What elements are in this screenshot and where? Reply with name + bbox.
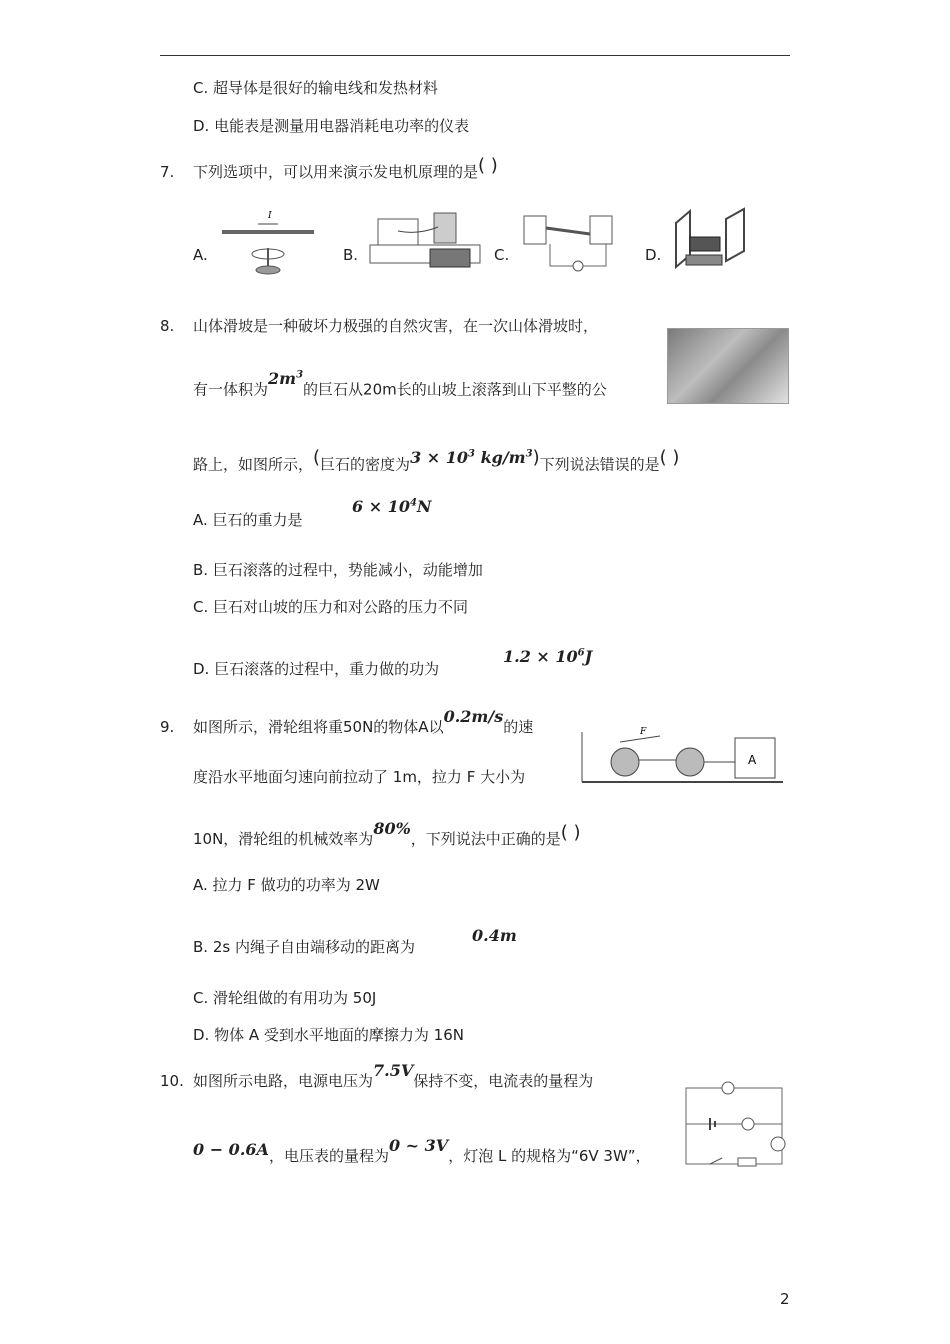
q9-option-b-value: 0.4m (472, 926, 517, 945)
q7-option-c-label: C. (494, 246, 510, 264)
q10-line-2 (193, 1136, 651, 1166)
q10-circuit-figure (680, 1078, 790, 1170)
q10-line-2-post: ，灯泡 L 的规格为“6V 3W”， (448, 1147, 651, 1165)
q9-option-b: B. 2s 内绳子自由端移动的距离为 (193, 938, 415, 956)
q7-option-b-label: B. (343, 246, 359, 264)
q9-efficiency: 80% (373, 819, 411, 838)
q8-line-2-post: 的巨石从20m长的山坡上滚落到山下平整的公 (303, 380, 607, 399)
q8-option-d-sup: 6 (577, 647, 585, 659)
q9-option-a: A. 拉力 F 做功的功率为 2W (193, 876, 380, 894)
q8-density-sup: 3 (468, 449, 475, 460)
q8-volume-value: 2m (268, 369, 297, 389)
q8-option-c: C. 巨石对山坡的压力和对公路的压力不同 (193, 598, 469, 616)
q8-option-d-value (503, 647, 592, 666)
q8-density-unit: kg/m (480, 448, 526, 468)
q10-number: 10. (160, 1072, 184, 1090)
q8-paren-open: ( (313, 447, 321, 469)
q9-fig-force-label: F (640, 727, 647, 737)
q10-voltmeter-range: 0 ~ 3V (388, 1136, 449, 1155)
q7-figure-c (520, 210, 620, 275)
q8-landslide-photo (667, 328, 789, 404)
q8-option-a-unit: N (416, 497, 432, 516)
q9-fig-block-label: A (748, 753, 757, 767)
q8-number: 8. (160, 317, 175, 335)
q9-line-3 (193, 819, 581, 849)
q8-density-label: 巨石的密度为 (320, 455, 411, 474)
q10-line-1-pre: 如图所示电路，电源电压为 (193, 1072, 374, 1090)
q7-figure-d (668, 205, 758, 277)
q8-density-value: 3 × 10 (410, 448, 469, 468)
q8-answer-paren: ( ) (659, 447, 680, 469)
q8-line-1: 山体滑坡是一种破坏力极强的自然灾害，在一次山体滑坡时， (193, 317, 599, 335)
q9-line-3-pre: 10N，滑轮组的机械效率为 (193, 830, 374, 848)
q6-option-c: C. 超导体是很好的输电线和发热材料 (193, 79, 439, 97)
q8-option-a-number: 6 × 10 (352, 497, 410, 516)
q7-figure-b (368, 205, 488, 275)
q8-volume (268, 369, 303, 388)
q8-line-2 (193, 369, 607, 399)
q9-number: 9. (160, 718, 175, 736)
q8-paren-close: ) (532, 447, 540, 469)
q9-line-1-post: 的速 (503, 718, 534, 736)
header-rule (160, 55, 790, 56)
q8-density (410, 448, 533, 467)
q8-density-unit-sup: 3 (525, 449, 533, 460)
q9-pulley-figure (580, 722, 785, 788)
q7-answer-paren: ( ) (478, 155, 498, 176)
q8-option-d-unit: J (584, 647, 593, 666)
q7-stem (193, 155, 498, 182)
q6-option-d: D. 电能表是测量用电器消耗电功率的仪表 (193, 117, 470, 135)
q10-ammeter-range: 0 − 0.6A (193, 1140, 269, 1159)
q9-line-1 (193, 707, 534, 737)
q8-volume-sup: 3 (296, 370, 304, 381)
q9-option-c: C. 滑轮组做的有用功为 50J (193, 989, 377, 1007)
q7-stem-text: 下列选项中，可以用来演示发电机原理的是 (193, 163, 479, 181)
q7-option-d-label: D. (645, 246, 662, 264)
page-number: 2 (780, 1290, 790, 1308)
q10-line-1-post: 保持不变，电流表的量程为 (413, 1072, 594, 1090)
q8-line-3 (193, 447, 680, 474)
q9-line-2: 度沿水平地面匀速向前拉动了 1m，拉力 F 大小为 (193, 768, 526, 786)
q10-line-1 (193, 1061, 594, 1091)
q9-line-3-post: ，下列说法中正确的是 (410, 830, 561, 848)
q8-line-3-pre: 路上，如图所示， (193, 455, 314, 474)
q7-option-a-label: A. (193, 246, 208, 264)
q7-fig-a-current-label: I (268, 211, 272, 221)
q9-line-1-pre: 如图所示，滑轮组将重50N的物体A以 (193, 718, 444, 736)
q10-line-2-mid: ，电压表的量程为 (268, 1147, 389, 1165)
q8-option-a: A. 巨石的重力是 (193, 511, 303, 529)
q8-option-a-sup: 4 (409, 497, 417, 509)
q8-option-a-value (352, 497, 432, 516)
q9-speed: 0.2m/s (443, 707, 504, 726)
q8-option-b: B. 巨石滚落的过程中，势能减小，动能增加 (193, 561, 483, 579)
q7-number: 7. (160, 163, 175, 181)
q10-voltage: 7.5V (373, 1061, 414, 1080)
q8-option-d: D. 巨石滚落的过程中，重力做的功为 (193, 660, 440, 678)
q7-figure-a (218, 208, 318, 278)
q9-answer-paren: ( ) (560, 822, 581, 843)
q8-line-3-post: 下列说法错误的是 (539, 455, 660, 474)
q8-option-d-number: 1.2 × 10 (503, 647, 578, 666)
q8-line-2-pre: 有一体积为 (193, 380, 269, 399)
q9-option-d: D. 物体 A 受到水平地面的摩擦力为 16N (193, 1026, 464, 1044)
